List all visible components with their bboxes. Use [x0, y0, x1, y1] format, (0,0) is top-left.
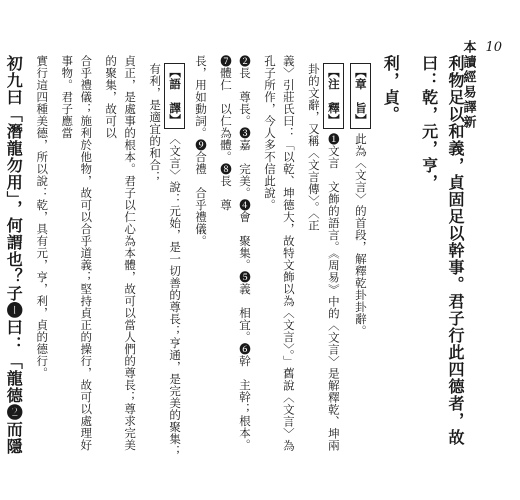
zhushi-line: ❶文言 文飾的語言。《周易》中的〈文言〉是解釋乾、坤兩卦的文辭，又稱〈文言傳〉。〈正	[306, 63, 341, 452]
classic-line: 初九曰「潛龍勿用」，何謂也？子❶曰：「龍德❷而隱	[4, 55, 24, 455]
classic-line: 利物足以和義，貞固足以幹事。君子行此四德者，故曰：乾，元，亨，	[419, 55, 465, 446]
zhushi-line: 義〉引莊氏曰：「以乾、坤德大，故特文飾以為〈文言〉。」舊說〈文言〉為孔子所作，今人多不信此說。	[262, 55, 296, 452]
zhangzhi-label: 【章 旨】	[350, 63, 371, 129]
zhushi-line: 長，用如動詞。❾合禮 合乎禮儀。	[194, 55, 209, 247]
zhushi-line: ❷長 尊長。❸嘉 完美。❹會 聚集。❺義 相宜。❻幹 主幹；根本。❼體仁 以仁為體。❽長 尊	[219, 55, 252, 451]
yuyi-line: 貞正，是處事的根本。君子以仁心為本體，故可以當人們的尊長；尊求完美的聚集，故可以	[104, 55, 138, 451]
yuyi-line: 合乎禮儀；施利於他物，故可以合乎道義；堅持貞正的操行，故可以處理好事物。君子應當	[60, 55, 94, 451]
yuyi-line: 〈文言〉說：元始，是一切善的尊長；亨通，是完美的聚集；有利，是適宜的和合；	[148, 63, 183, 457]
zhushi-label: 【注 釋】	[323, 63, 344, 129]
zhangzhi-text: 此為〈文言〉的首段，解釋乾卦卦辭。	[353, 133, 368, 337]
yuyi-line: 實行這四種美德，所以說：乾，具有元，亨，利，貞的德行。	[35, 55, 50, 379]
page-number: 10	[485, 40, 502, 55]
zhangzhi-section	[350, 63, 371, 460]
yuyi-label: 【語 譯】	[164, 63, 185, 129]
book-title: 本讀經易譯新	[460, 40, 476, 130]
page-body	[4, 55, 468, 460]
yuyi-section	[145, 63, 185, 460]
zhushi-section	[304, 63, 344, 460]
classic-line: 利，貞。	[381, 55, 401, 123]
